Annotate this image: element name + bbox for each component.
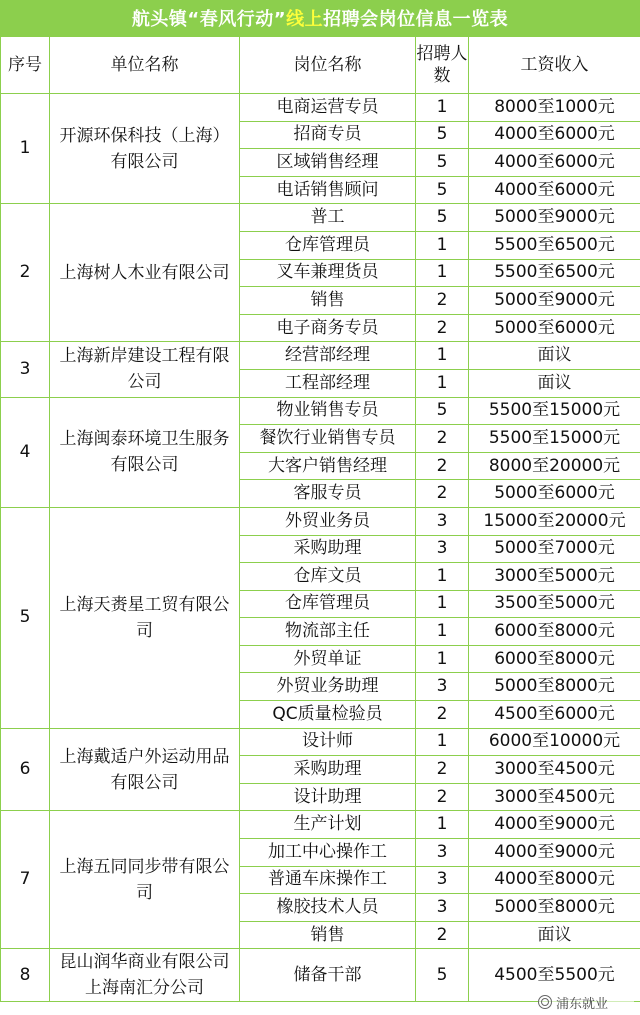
salary-range: 面议 <box>469 369 640 397</box>
row-number: 2 <box>1 204 50 342</box>
job-table <box>0 36 640 1002</box>
salary-range: 6000至8000元 <box>469 618 640 646</box>
position-name: 普工 <box>240 204 416 232</box>
salary-range: 4000至6000元 <box>469 176 640 204</box>
salary-range: 5000至9000元 <box>469 287 640 315</box>
salary-range: 面议 <box>469 342 640 370</box>
position-name: 经营部经理 <box>240 342 416 370</box>
company-name: 上海闽泰环境卫生服务有限公司 <box>50 397 240 507</box>
salary-range: 5500至6500元 <box>469 259 640 287</box>
salary-range: 5000至8000元 <box>469 894 640 922</box>
hire-count: 1 <box>416 728 469 756</box>
company-name: 上海天赉星工贸有限公司 <box>50 507 240 728</box>
position-name: 电商运营专员 <box>240 94 416 122</box>
header-salary: 工资收入 <box>469 37 640 94</box>
hire-count: 2 <box>416 783 469 811</box>
salary-range: 3000至5000元 <box>469 563 640 591</box>
salary-range: 4000至6000元 <box>469 149 640 177</box>
salary-range: 3500至5000元 <box>469 590 640 618</box>
hire-count: 1 <box>416 342 469 370</box>
company-name: 上海五同同步带有限公司 <box>50 811 240 949</box>
salary-range: 面议 <box>469 921 640 949</box>
position-name: 设计师 <box>240 728 416 756</box>
hire-count: 2 <box>416 480 469 508</box>
position-name: 电话销售顾问 <box>240 176 416 204</box>
salary-range: 8000至20000元 <box>469 452 640 480</box>
salary-range: 6000至8000元 <box>469 645 640 673</box>
salary-range: 8000至1000元 <box>469 94 640 122</box>
salary-range: 5500至6500元 <box>469 231 640 259</box>
salary-range: 15000至20000元 <box>469 507 640 535</box>
position-name: 销售 <box>240 287 416 315</box>
salary-range: 4500至6000元 <box>469 701 640 729</box>
position-name: 工程部经理 <box>240 369 416 397</box>
salary-range: 5000至6000元 <box>469 480 640 508</box>
header-no: 序号 <box>1 37 50 94</box>
table-row <box>1 397 640 425</box>
hire-count: 3 <box>416 894 469 922</box>
salary-range: 3000至4500元 <box>469 756 640 784</box>
hire-count: 2 <box>416 701 469 729</box>
row-number: 8 <box>1 949 50 1002</box>
hire-count: 1 <box>416 645 469 673</box>
position-name: 招商专员 <box>240 121 416 149</box>
position-name: 物业销售专员 <box>240 397 416 425</box>
table-row <box>1 204 640 232</box>
table-row <box>1 811 640 839</box>
hire-count: 2 <box>416 425 469 453</box>
watermark <box>538 992 634 1012</box>
hire-count: 5 <box>416 949 469 1002</box>
row-number: 6 <box>1 728 50 811</box>
table-row <box>1 507 640 535</box>
position-name: 电子商务专员 <box>240 314 416 342</box>
salary-range: 4000至8000元 <box>469 866 640 894</box>
position-name: 大客户销售经理 <box>240 452 416 480</box>
row-number: 1 <box>1 94 50 204</box>
wechat-icon <box>538 995 552 1009</box>
position-name: 储备干部 <box>240 949 416 1002</box>
salary-range: 5000至7000元 <box>469 535 640 563</box>
hire-count: 2 <box>416 756 469 784</box>
hire-count: 1 <box>416 618 469 646</box>
company-name: 上海新岸建设工程有限公司 <box>50 342 240 397</box>
hire-count: 3 <box>416 866 469 894</box>
header-position: 岗位名称 <box>240 37 416 94</box>
position-name: 外贸业务员 <box>240 507 416 535</box>
hire-count: 3 <box>416 535 469 563</box>
position-name: 仓库管理员 <box>240 231 416 259</box>
position-name: 仓库管理员 <box>240 590 416 618</box>
hire-count: 3 <box>416 839 469 867</box>
hire-count: 1 <box>416 563 469 591</box>
position-name: QC质量检验员 <box>240 701 416 729</box>
hire-count: 3 <box>416 507 469 535</box>
position-name: 销售 <box>240 921 416 949</box>
position-name: 采购助理 <box>240 756 416 784</box>
position-name: 区域销售经理 <box>240 149 416 177</box>
position-name: 加工中心操作工 <box>240 839 416 867</box>
salary-range: 6000至10000元 <box>469 728 640 756</box>
row-number: 7 <box>1 811 50 949</box>
position-name: 物流部主任 <box>240 618 416 646</box>
company-name: 昆山润华商业有限公司上海南汇分公司 <box>50 949 240 1002</box>
position-name: 仓库文员 <box>240 563 416 591</box>
position-name: 外贸业务助理 <box>240 673 416 701</box>
row-number: 3 <box>1 342 50 397</box>
salary-range: 4500至5500元 <box>469 949 640 1002</box>
salary-range: 3000至4500元 <box>469 783 640 811</box>
row-number: 5 <box>1 507 50 728</box>
hire-count: 2 <box>416 921 469 949</box>
row-number: 4 <box>1 397 50 507</box>
hire-count: 1 <box>416 369 469 397</box>
company-name: 上海戴适户外运动用品有限公司 <box>50 728 240 811</box>
company-name: 开源环保科技（上海）有限公司 <box>50 94 240 204</box>
header-row <box>1 37 640 94</box>
position-name: 采购助理 <box>240 535 416 563</box>
title-text: 航头镇“春风行动” <box>131 9 287 30</box>
hire-count: 2 <box>416 287 469 315</box>
table-row <box>1 728 640 756</box>
hire-count: 1 <box>416 231 469 259</box>
hire-count: 3 <box>416 673 469 701</box>
hire-count: 1 <box>416 590 469 618</box>
position-name: 客服专员 <box>240 480 416 508</box>
hire-count: 5 <box>416 176 469 204</box>
position-name: 橡胶技术人员 <box>240 894 416 922</box>
position-name: 外贸单证 <box>240 645 416 673</box>
watermark-text: 浦东就业 <box>556 996 609 1012</box>
salary-range: 4000至6000元 <box>469 121 640 149</box>
company-name: 上海树人木业有限公司 <box>50 204 240 342</box>
salary-range: 4000至9000元 <box>469 811 640 839</box>
salary-range: 4000至9000元 <box>469 839 640 867</box>
position-name: 设计助理 <box>240 783 416 811</box>
salary-range: 5000至6000元 <box>469 314 640 342</box>
table-row <box>1 342 640 370</box>
header-count: 招聘人数 <box>416 37 469 94</box>
hire-count: 5 <box>416 397 469 425</box>
table-title <box>0 0 640 36</box>
table-body <box>1 94 640 1002</box>
hire-count: 2 <box>416 452 469 480</box>
position-name: 餐饮行业销售专员 <box>240 425 416 453</box>
hire-count: 1 <box>416 811 469 839</box>
salary-range: 5500至15000元 <box>469 425 640 453</box>
salary-range: 5000至9000元 <box>469 204 640 232</box>
hire-count: 5 <box>416 149 469 177</box>
position-name: 生产计划 <box>240 811 416 839</box>
title-highlight: 线上 <box>286 9 324 30</box>
hire-count: 1 <box>416 94 469 122</box>
header-company: 单位名称 <box>50 37 240 94</box>
position-name: 普通车床操作工 <box>240 866 416 894</box>
salary-range: 5500至15000元 <box>469 397 640 425</box>
hire-count: 2 <box>416 314 469 342</box>
table-row <box>1 94 640 122</box>
position-name: 叉车兼理货员 <box>240 259 416 287</box>
hire-count: 1 <box>416 259 469 287</box>
salary-range: 5000至8000元 <box>469 673 640 701</box>
hire-count: 5 <box>416 204 469 232</box>
hire-count: 5 <box>416 121 469 149</box>
title-text-rest: 招聘会岗位信息一览表 <box>323 9 509 30</box>
